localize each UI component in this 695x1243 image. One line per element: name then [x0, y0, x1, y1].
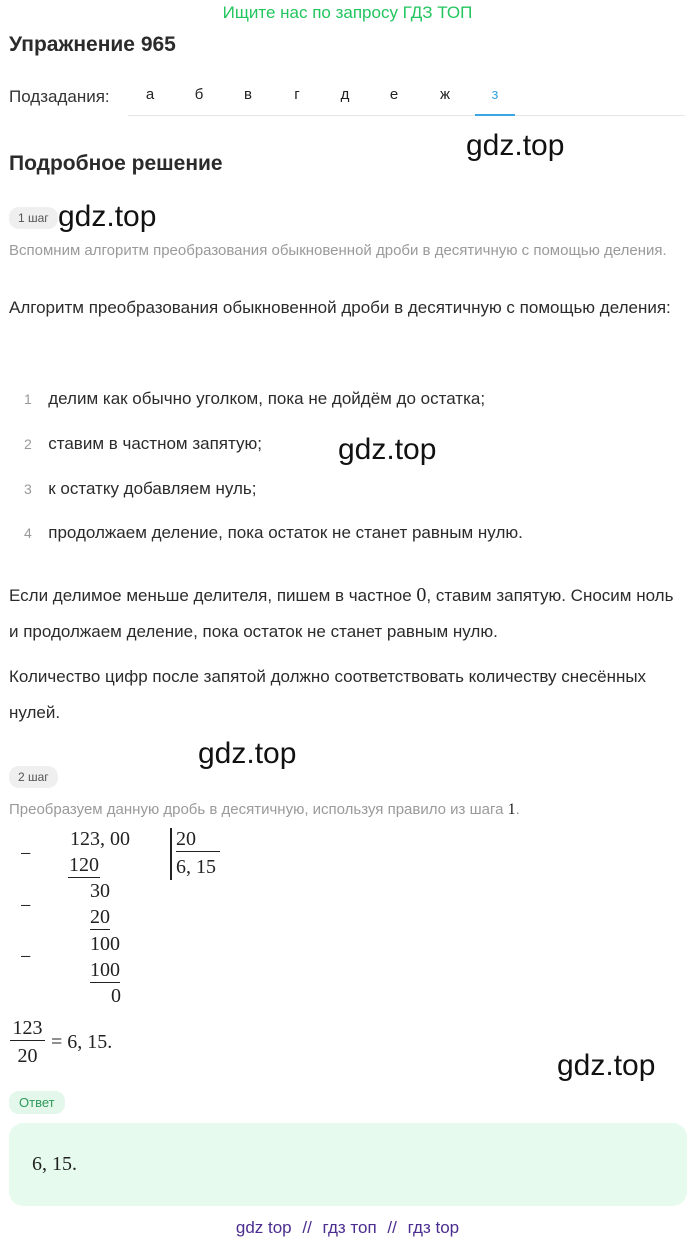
remainder-1: 30 — [90, 880, 110, 902]
quotient: 6, 15 — [176, 856, 216, 878]
division-bracket — [170, 828, 172, 880]
rule-text-a: Если делимое меньше делителя, пишем в частное — [9, 586, 417, 605]
divisor: 20 — [176, 828, 220, 852]
minus-sign: − — [20, 895, 32, 917]
dividend: 123, 00 — [70, 828, 130, 850]
list-item — [24, 479, 257, 499]
subtask-tab-d[interactable]: д — [340, 86, 350, 103]
page-title: Упражнение 965 — [9, 33, 176, 56]
remainder-2: 100 — [90, 933, 120, 955]
step-hint — [9, 799, 520, 821]
footer-links — [0, 1218, 695, 1238]
fraction-result: = 6, 15. — [51, 1031, 113, 1053]
fraction-numerator: 123 — [10, 1017, 45, 1041]
step-badge: 2 шаг — [9, 766, 58, 788]
list-item — [24, 434, 262, 454]
subtask-tab-e[interactable]: е — [389, 86, 399, 103]
answer-box — [9, 1123, 687, 1206]
list-item — [24, 523, 523, 543]
subtasks-label: Подзадания: — [9, 87, 110, 106]
digits-paragraph: Количество цифр после запятой должно соответствовать количеству снесённых нулей. — [9, 667, 647, 722]
list-text: ставим в частном запятую; — [48, 434, 262, 453]
minus-sign: − — [20, 843, 32, 865]
step-hint-text: Преобразуем данную дробь в десятичную, используя правило из шага — [9, 801, 508, 818]
step-hint-number: 1 — [507, 801, 516, 818]
rule-paragraph — [9, 577, 679, 650]
subtasks-tabs — [128, 78, 685, 116]
active-tab-underline — [475, 114, 515, 116]
list-text: к остатку добавляем нуль; — [48, 479, 257, 498]
list-item — [24, 389, 485, 409]
list-number: 2 — [24, 436, 32, 452]
subtask-tab-z[interactable]: з — [491, 86, 499, 103]
footer-separator: // — [302, 1218, 312, 1237]
footer-link-gdz-top-mixed[interactable]: гдз top — [407, 1218, 460, 1237]
rule-text-b: , ставим запятую. Сносим ноль и продолжаем деление, пока остаток не станет равным нулю. — [9, 586, 674, 641]
top-banner: Ищите нас по запросу ГДЗ ТОП — [222, 3, 473, 22]
subtask-tab-a[interactable]: а — [145, 86, 155, 103]
subtask-tab-g[interactable]: г — [294, 86, 300, 103]
watermark: gdz.top — [338, 433, 437, 466]
section-title: Подробное решение — [9, 152, 223, 175]
subtrahend-3: 100 — [90, 959, 120, 981]
list-text: продолжаем деление, пока остаток не станет равным нулю. — [48, 523, 523, 542]
watermark: gdz.top — [58, 200, 157, 233]
minus-sign: − — [20, 946, 32, 968]
list-number: 4 — [24, 525, 32, 541]
watermark: gdz.top — [557, 1049, 656, 1082]
footer-link-gdz-top[interactable]: gdz top — [235, 1218, 292, 1237]
algorithm-intro: Алгоритм преобразования обыкновенной дроби в десятичную с помощью деления: — [9, 298, 671, 317]
list-number: 3 — [24, 481, 32, 497]
watermark: gdz.top — [466, 129, 565, 162]
footer-link-gdz-top-ru[interactable]: гдз топ — [322, 1218, 377, 1237]
step-hint: Вспомним алгоритм преобразования обыкновенной дроби в десятичную с помощью деления. — [9, 242, 667, 259]
remainder-3: 0 — [111, 985, 121, 1007]
rule-zero: 0 — [416, 584, 427, 606]
list-text: делим как обычно уголком, пока не дойдём до остатка; — [48, 389, 486, 408]
answer-badge: Ответ — [9, 1091, 65, 1114]
subtask-tab-zh[interactable]: ж — [439, 86, 451, 103]
subtrahend-2: 20 — [90, 906, 110, 928]
footer-separator: // — [387, 1218, 397, 1237]
step-badge: 1 шаг — [9, 207, 58, 229]
step-hint-end: . — [515, 801, 520, 818]
fraction-denominator: 20 — [17, 1045, 38, 1067]
answer-value: 6, 15. — [32, 1153, 77, 1175]
subtask-tab-b[interactable]: б — [194, 86, 204, 103]
watermark: gdz.top — [198, 737, 297, 770]
subtask-tab-v[interactable]: в — [244, 86, 252, 103]
list-number: 1 — [24, 391, 32, 407]
subtrahend-1: 120 — [69, 854, 99, 876]
